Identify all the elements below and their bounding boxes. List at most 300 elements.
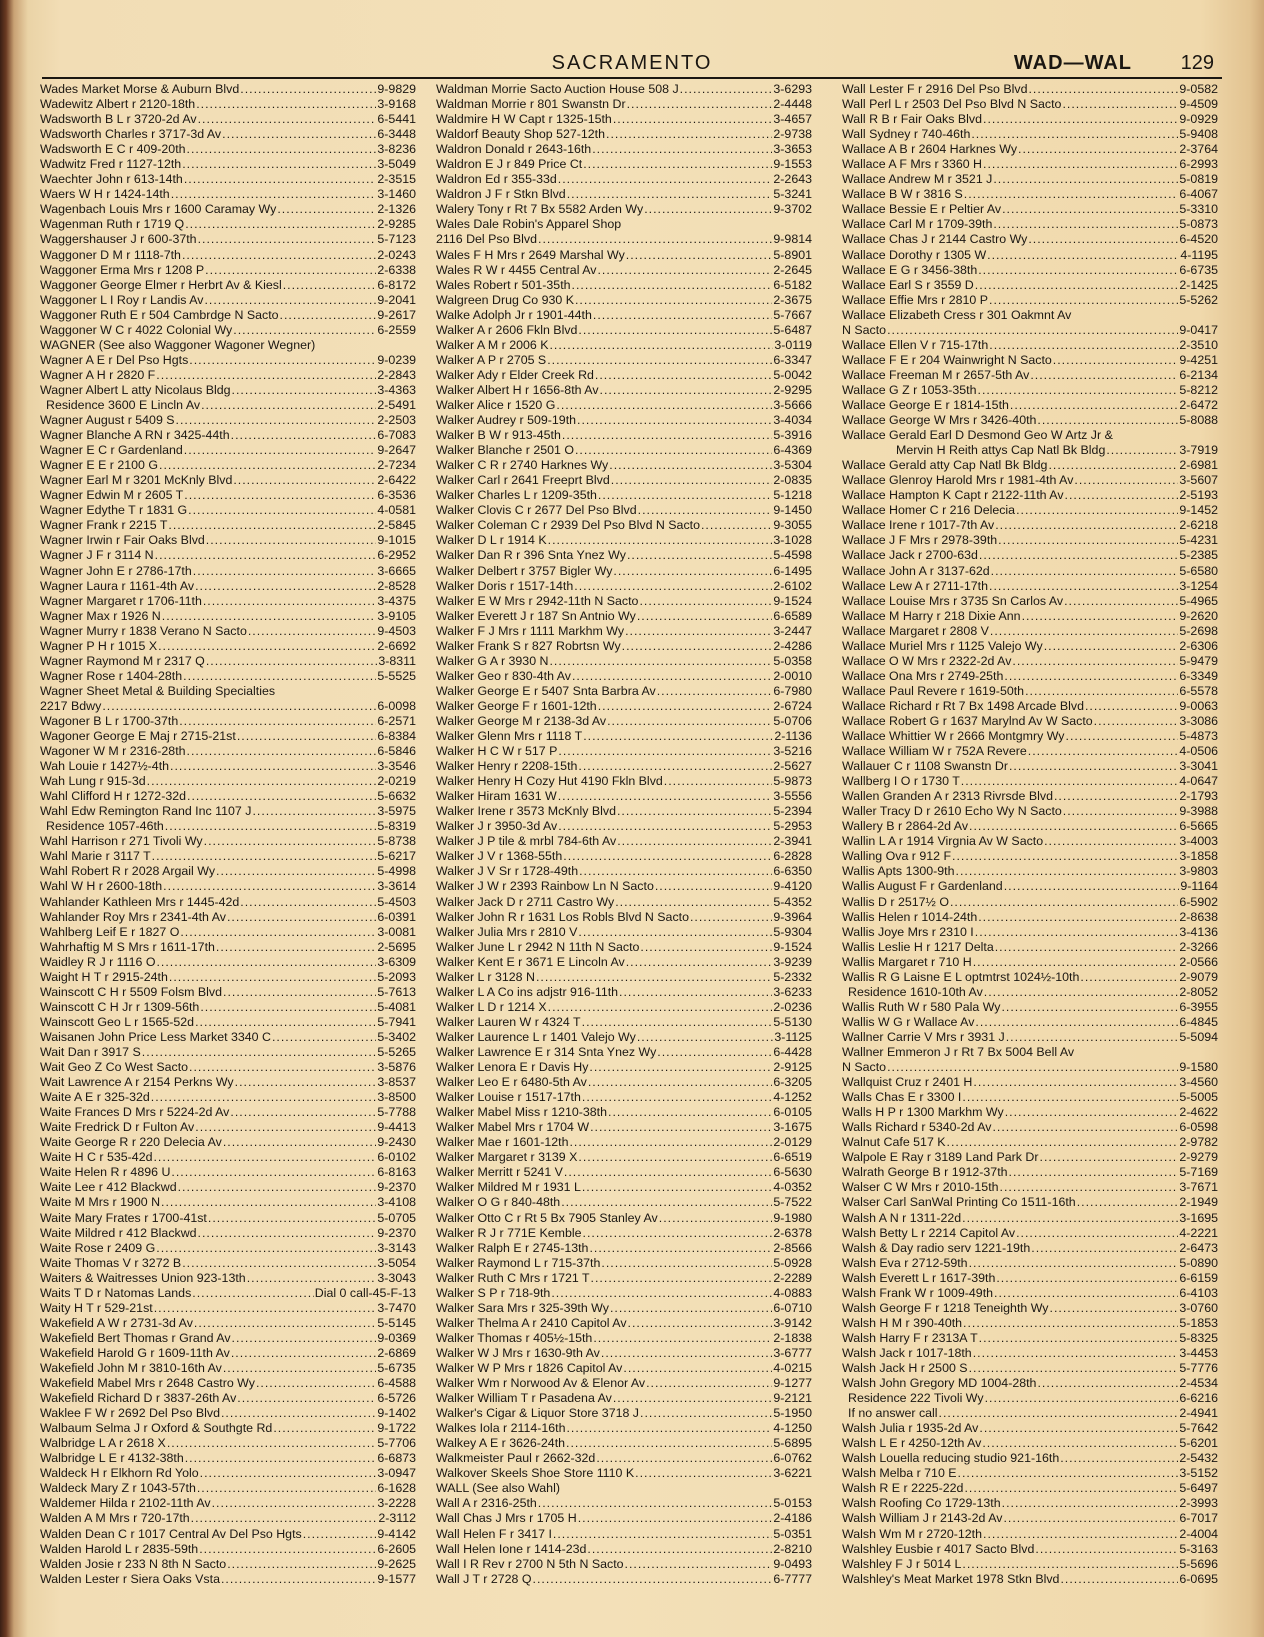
- listing-entry: [842, 473, 1218, 488]
- phone-number: 3-5556: [773, 789, 812, 804]
- phone-number: 2-5845: [377, 518, 416, 533]
- dot-leader: [613, 1391, 773, 1406]
- phone-number: 5-9304: [773, 924, 812, 939]
- listing-name: Walker Alice r 1520 G: [436, 397, 556, 412]
- listing-name: Walker H C W r 517 P: [436, 744, 558, 759]
- listing-name: Walker Audrey r 509-19th: [436, 413, 577, 428]
- listing-name: Walker W J Mrs r 1630-9th Av: [436, 1345, 600, 1360]
- phone-number: 3-9142: [773, 1315, 812, 1330]
- listing-entry: [40, 383, 416, 398]
- phone-number: 2-3266: [1179, 939, 1218, 954]
- listing-entry: [436, 1361, 812, 1376]
- phone-number: 6-0098: [377, 698, 416, 713]
- listing-name: Wagner Sheet Metal & Building Specialties: [40, 683, 276, 698]
- listing-name: Wallace Paul Revere r 1619-50th: [842, 683, 1025, 698]
- phone-number: 5-0873: [1179, 217, 1218, 232]
- listing-entry: [842, 202, 1218, 217]
- dot-leader: [1062, 97, 1178, 112]
- dot-leader: [1054, 789, 1178, 804]
- listing-entry: [842, 368, 1218, 383]
- listing-entry: [40, 293, 416, 308]
- listing-entry: [842, 1391, 1218, 1406]
- dot-leader: [303, 1527, 377, 1542]
- phone-number: 2-9738: [773, 127, 812, 142]
- listing-name: Walls H P r 1300 Markhm Wy: [842, 1105, 1004, 1120]
- phone-number: 9-3055: [773, 518, 812, 533]
- listing-entry: [842, 142, 1218, 157]
- phone-number: 6-5726: [377, 1391, 416, 1406]
- dot-leader: [952, 849, 1178, 864]
- listing-name: Walrath George B r 1912-37th: [842, 1165, 1008, 1180]
- dot-leader: [556, 398, 772, 413]
- dot-leader: [582, 1180, 773, 1195]
- dot-leader: [969, 819, 1178, 834]
- listing-entry: [436, 1241, 812, 1256]
- listing-entry: [842, 1481, 1218, 1496]
- listing-name: Walsh Frank W r 1009-49th: [842, 1285, 994, 1300]
- phone-number: 5-0042: [773, 367, 812, 382]
- listing-name: Walker Leo E r 6480-5th Av: [436, 1075, 587, 1090]
- listing-entry: [436, 699, 812, 714]
- listing-entry: [436, 1195, 812, 1210]
- listing-name: Walker Lawrence E r 314 Snta Ynez Wy: [436, 1045, 657, 1059]
- phone-number: 2-5432: [1179, 1451, 1218, 1466]
- listing-name: Wahl Marie r 3117 T: [40, 849, 151, 864]
- phone-number: 5-0705: [377, 1210, 416, 1225]
- phone-number: 3-6233: [773, 984, 812, 999]
- listing-name: Wagner August r 5409 S: [40, 413, 175, 428]
- listing-name: Wallace A B r 2604 Harknes Wy: [842, 142, 1018, 157]
- listing-name: Walker Mildred M r 1931 L: [436, 1180, 581, 1195]
- dot-leader: [984, 985, 1179, 1000]
- listing-entry: [436, 82, 812, 97]
- phone-number: 6-4067: [1179, 187, 1218, 202]
- phone-number: 5-6735: [377, 1360, 416, 1375]
- listing-name: Residence 1610-10th Av: [848, 984, 983, 999]
- dot-leader: [203, 594, 377, 609]
- listing-name: Wakefield John M r 3810-16th Av: [40, 1360, 222, 1375]
- listing-entry: [842, 1496, 1218, 1511]
- city-heading: SACRAMENTO: [551, 52, 713, 74]
- dot-leader: [152, 849, 377, 864]
- listing-name: Wallace Gerald Earl D Desmond Geo W Artz Jr &: [842, 428, 1113, 443]
- listing-entry: [436, 970, 812, 985]
- listing-entry: [40, 624, 416, 639]
- dot-leader: [273, 1421, 376, 1436]
- listing-name: Wallis Joye Mrs r 2310 I: [842, 924, 974, 939]
- listing-entry: [842, 518, 1218, 533]
- listing-name: Walker A P r 2705 S: [436, 352, 547, 367]
- listing-name: Wahl Clifford H r 1272-32d: [40, 789, 187, 804]
- listing-name: Wallen Granden A r 2313 Rivrsde Blvd: [842, 789, 1053, 804]
- listing-name: Wallace Freeman M r 2657-5th Av: [842, 367, 1030, 382]
- listing-entry: [436, 202, 812, 217]
- listing-entry: [436, 1135, 812, 1150]
- phone-number: 3-4034: [773, 413, 812, 428]
- listing-name: Wallis R G Laisne E L optmtrst 1024½-10th: [842, 969, 1080, 984]
- listing-name: Walls Richard r 5340-2d Av: [842, 1120, 992, 1135]
- phone-number: 6-7980: [773, 683, 812, 698]
- dot-leader: [549, 338, 773, 353]
- dot-leader: [609, 458, 772, 473]
- listing-entry: [436, 1180, 812, 1195]
- listing-name: Wales F H Mrs r 2649 Marshal Wy: [436, 247, 625, 262]
- phone-number: 2-1838: [773, 1330, 812, 1345]
- dot-leader: [280, 308, 377, 323]
- dot-leader: [231, 428, 377, 443]
- dot-leader: [1028, 232, 1178, 247]
- dot-leader: [1060, 1572, 1178, 1587]
- listing-name: Wallace F E r 204 Wainwright N Sacto: [842, 352, 1052, 367]
- phone-number: 2-9279: [1179, 1150, 1218, 1165]
- listing-name: Wallace Elizabeth Cress r 301 Oakmnt Av: [842, 307, 1072, 322]
- dot-leader: [1018, 142, 1178, 157]
- listing-entry: [436, 849, 812, 864]
- listing-name: Walsh John Gregory MD 1004-28th: [842, 1376, 1037, 1391]
- phone-number: 9-2430: [377, 1135, 416, 1150]
- dot-leader: [637, 609, 773, 624]
- dot-leader: [182, 1256, 376, 1271]
- dot-leader: [610, 1301, 772, 1316]
- listing-name: Walbaum Selma J r Oxford & Southgte Rd: [40, 1421, 273, 1436]
- listing-name: Walker Blanche r 2501 O: [436, 443, 574, 458]
- listing-name: Waite Mary Frates r 1700-41st: [40, 1210, 207, 1225]
- dot-leader: [611, 473, 773, 488]
- dot-leader: [193, 564, 377, 579]
- dot-leader: [947, 1135, 1179, 1150]
- listing-entry: [40, 895, 416, 910]
- listing-name: Walpole E Ray r 3189 Land Park Dr: [842, 1150, 1039, 1165]
- listing-entry: [40, 1451, 416, 1466]
- listing-entry: [40, 759, 416, 774]
- phone-number: 2-0835: [773, 473, 812, 488]
- phone-number: 4-1195: [1180, 247, 1218, 262]
- phone-number: 5-4081: [377, 999, 416, 1014]
- dot-leader: [597, 263, 772, 278]
- phone-number: Dial 0 call-45-F-13: [314, 1285, 416, 1300]
- listing-name: Wallace Hampton K Capt r 2122-11th Av: [842, 488, 1064, 503]
- phone-number: 2-8528: [377, 578, 416, 593]
- listing-name: Walshley's Meat Market 1978 Stkn Blvd: [842, 1571, 1060, 1586]
- listing-name: Wallace Glenroy Harold Mrs r 1981-4th Av: [842, 473, 1074, 488]
- phone-number: 3-3043: [377, 1270, 416, 1285]
- phone-number: 5-6487: [773, 322, 812, 337]
- listing-name: Waldmire H W Capt r 1325-15th: [436, 112, 612, 127]
- dot-leader: [588, 1075, 773, 1090]
- listing-name: Waldron J F r Stkn Blvd: [436, 187, 566, 202]
- listing-name: Walker Thelma A r 2410 Capitol Av: [436, 1315, 627, 1330]
- listing-name: Wagner A E r Del Pso Hgts: [40, 352, 189, 367]
- listing-name: Waldeck Mary Z r 1043-57th: [40, 1481, 196, 1496]
- phone-number: 9-0582: [1179, 82, 1218, 96]
- phone-number: 5-0351: [773, 1526, 812, 1541]
- dot-leader: [993, 172, 1178, 187]
- dot-leader: [989, 293, 1178, 308]
- dot-leader: [607, 714, 772, 729]
- phone-number: 3-3614: [377, 879, 416, 894]
- dot-leader: [574, 579, 772, 594]
- listing-entry: [436, 759, 812, 774]
- dot-leader: [575, 443, 772, 458]
- listing-name: Waite Helen R r 4896 U: [40, 1165, 171, 1180]
- listing-name: Walkover Skeels Shoe Store 1110 K: [436, 1466, 635, 1481]
- dot-leader: [961, 774, 1179, 789]
- listing-name: Walery Tony r Rt 7 Bx 5582 Arden Wy: [436, 202, 644, 217]
- listing-name: Walsh Betty L r 2214 Capitol Av: [842, 1225, 1016, 1240]
- listing-name: Walsh Everett L r 1617-39th: [842, 1270, 996, 1285]
- phone-number: 2-9079: [1179, 969, 1218, 984]
- phone-number: 2-6869: [377, 1345, 416, 1360]
- listing-name: Walkey A E r 3626-24th: [436, 1436, 566, 1451]
- dot-leader: [1004, 669, 1178, 684]
- phone-number: 2-9782: [1179, 1135, 1218, 1150]
- listing-entry: [40, 1316, 416, 1331]
- listing-name: Walker G A r 3930 N: [436, 653, 549, 668]
- phone-number: 5-7169: [1179, 1165, 1218, 1180]
- dot-leader: [151, 1090, 377, 1105]
- dot-leader: [615, 895, 772, 910]
- listing-entry: [436, 1045, 812, 1060]
- phone-number: 9-1164: [1180, 879, 1218, 894]
- dot-leader: [182, 157, 376, 172]
- listing-entry: [40, 338, 416, 353]
- phone-number: 3-8500: [377, 1090, 416, 1105]
- listing-name: Walker Thomas r 405½-15th: [436, 1330, 593, 1345]
- listing-name: Wagenbach Louis Mrs r 1600 Caramay Wy: [40, 202, 277, 217]
- dot-leader: [964, 1481, 1178, 1496]
- dot-leader: [558, 744, 772, 759]
- phone-number: 6-8163: [377, 1165, 416, 1180]
- listing-entry: [436, 428, 812, 443]
- listing-entry: [40, 127, 416, 142]
- dot-leader: [252, 804, 376, 819]
- listing-entry: [842, 1466, 1218, 1481]
- listing-entry: [842, 729, 1218, 744]
- listing-entry: [436, 940, 812, 955]
- phone-number: 6-2952: [377, 548, 416, 563]
- listing-name: Waldman Morrie Sacto Auction House 508 J: [436, 82, 679, 96]
- dot-leader: [216, 940, 376, 955]
- listing-name: Walker William T r Pasadena Av: [436, 1391, 612, 1406]
- listing-name: Walsh William J r 2143-2d Av: [842, 1511, 1003, 1526]
- listing-entry: [40, 1256, 416, 1271]
- listing-name: Walden A M Mrs r 720-17th: [40, 1511, 190, 1526]
- listing-name: Walls Chas E r 3300 I: [842, 1090, 962, 1105]
- dot-leader: [582, 1090, 773, 1105]
- phone-number: 3-1254: [1179, 578, 1218, 593]
- listing-entry: [40, 1150, 416, 1165]
- phone-number: 9-4120: [773, 879, 812, 894]
- dot-leader: [155, 548, 377, 563]
- listing-name: Wallis W G r Wallace Av: [842, 1014, 975, 1029]
- listing-name: Wahl Harrison r 271 Tivoli Wy: [40, 834, 203, 849]
- dot-leader: [593, 1331, 772, 1346]
- listing-name: Wagner Rose r 1404-28th: [40, 668, 183, 683]
- dot-leader: [142, 1045, 377, 1060]
- listing-entry: [436, 353, 812, 368]
- dot-leader: [1030, 368, 1178, 383]
- listing-entry: [436, 293, 812, 308]
- dot-leader: [690, 910, 772, 925]
- listing-entry: [40, 1361, 416, 1376]
- phone-number: 5-8088: [1179, 413, 1218, 428]
- phone-number: 9-1450: [773, 503, 812, 518]
- dot-leader: [579, 864, 772, 879]
- dot-leader: [204, 834, 377, 849]
- phone-number: 2-9295: [773, 382, 812, 397]
- listing-name: Wagner John E r 2786-17th: [40, 563, 192, 578]
- phone-number: 6-6873: [377, 1451, 416, 1466]
- dot-leader: [979, 548, 1179, 563]
- phone-number: 3-0081: [377, 924, 416, 939]
- dot-leader: [230, 1105, 376, 1120]
- phone-number: 5-6201: [1179, 1436, 1218, 1451]
- listing-entry: [40, 774, 416, 789]
- phone-number: 3-9239: [773, 954, 812, 969]
- dot-leader: [194, 1316, 377, 1331]
- listing-entry: [40, 729, 416, 744]
- phone-number: 2-5491: [377, 397, 416, 412]
- listing-entry: [436, 1226, 812, 1241]
- phone-number: 5-3402: [377, 1029, 416, 1044]
- listing-name: Wallery B r 2864-2d Av: [842, 819, 969, 834]
- phone-number: 5-8212: [1179, 382, 1218, 397]
- listing-name: Waggoner Ruth E r 504 Cambrdge N Sacto: [40, 307, 279, 322]
- dot-leader: [939, 1406, 1179, 1421]
- listing-entry: [40, 97, 416, 112]
- listing-entry: [40, 1015, 416, 1030]
- dot-leader: [1040, 1150, 1179, 1165]
- phone-number: 3-6221: [773, 1466, 812, 1481]
- listing-entry: [40, 1226, 416, 1241]
- listing-entry: [40, 443, 416, 458]
- listing-entry: [40, 1481, 416, 1496]
- phone-number: 2-0243: [377, 247, 416, 262]
- listing-entry: [842, 879, 1218, 894]
- listing-entry: [40, 1135, 416, 1150]
- listing-name: Waite H C r 535-42d: [40, 1150, 153, 1165]
- dot-leader: [975, 925, 1179, 940]
- listing-name: Wallner Carrie V Mrs r 3931 J: [842, 1029, 1005, 1044]
- phone-number: 3-7919: [1179, 443, 1218, 458]
- phone-number: 2-8566: [773, 1240, 812, 1255]
- listing-entry: [436, 1451, 812, 1466]
- listing-name: Waity H T r 529-21st: [40, 1300, 153, 1315]
- dot-leader: [1065, 488, 1179, 503]
- dot-leader: [983, 1527, 1178, 1542]
- phone-number: 6-3347: [773, 352, 812, 367]
- listing-name: Walker Wm r Norwood Av & Elenor Av: [436, 1376, 646, 1391]
- dot-leader: [1066, 729, 1179, 744]
- phone-number: 2-3510: [1179, 337, 1218, 352]
- dot-leader: [596, 1451, 772, 1466]
- listing-name: Walker Jack D r 2711 Castro Wy: [436, 894, 615, 909]
- listing-entry: [842, 232, 1218, 247]
- dot-leader: [619, 985, 772, 1000]
- dot-leader: [566, 1421, 772, 1436]
- dot-leader: [216, 864, 376, 879]
- listing-entry: [842, 895, 1218, 910]
- listing-name: Wallace Gerald atty Cap Natl Bk Bldg: [842, 458, 1048, 473]
- listing-entry: [40, 1572, 416, 1587]
- listing-entry: [842, 1211, 1218, 1226]
- listing-entry: [842, 1406, 1218, 1421]
- dot-leader: [538, 1496, 773, 1511]
- listing-name: Wallace George W Mrs r 3426-40th: [842, 413, 1037, 428]
- listing-entry: [436, 624, 812, 639]
- listing-entry: [40, 804, 416, 819]
- listing-name: Walker Doris r 1517-14th: [436, 578, 574, 593]
- listing-entry: [436, 548, 812, 563]
- listing-entry: [842, 172, 1218, 187]
- phone-number: 5-4998: [377, 864, 416, 879]
- dot-leader: [625, 1557, 773, 1572]
- listing-entry: [40, 202, 416, 217]
- listing-entry: [842, 819, 1218, 834]
- listing-name: Walker L r 3128 N: [436, 969, 535, 984]
- listing-name: Walker Albert H r 1656-8th Av: [436, 382, 599, 397]
- dot-leader: [664, 774, 773, 789]
- phone-number: 6-8384: [377, 729, 416, 744]
- listing-entry: [842, 714, 1218, 729]
- listing-name: Mervin H Reith attys Cap Natl Bk Bldg: [896, 443, 1106, 458]
- phone-number: 3-4003: [1179, 834, 1218, 849]
- dot-leader: [205, 263, 376, 278]
- dot-leader: [978, 910, 1178, 925]
- listing-entry: [842, 263, 1218, 278]
- dot-leader: [1006, 1030, 1179, 1045]
- phone-number: 6-3349: [1179, 668, 1218, 683]
- listing-entry: [436, 1511, 812, 1526]
- listing-entry: [436, 1436, 812, 1451]
- dot-leader: [1000, 1180, 1179, 1195]
- listing-entry: [40, 488, 416, 503]
- listing-name: Wall Lester F r 2916 Del Pso Blvd: [842, 82, 1028, 96]
- listing-entry: [40, 1301, 416, 1316]
- dot-leader: [1050, 1301, 1179, 1316]
- listing-name: Wadewitz Albert r 2120-18th: [40, 97, 196, 112]
- dot-leader: [600, 383, 773, 398]
- phone-number: 3-3143: [377, 1240, 416, 1255]
- listing-entry: [436, 925, 812, 940]
- listing-name: Walker's Cigar & Liquor Store 3718 J: [436, 1406, 639, 1421]
- listing-entry: [842, 910, 1218, 925]
- phone-number: 9-2617: [377, 307, 416, 322]
- listing-entry: [40, 1060, 416, 1075]
- listing-entry: [842, 1256, 1218, 1271]
- phone-number: 6-6216: [1179, 1391, 1218, 1406]
- listing-name: Walden Harold L r 2835-59th: [40, 1541, 199, 1556]
- listing-entry: [40, 413, 416, 428]
- listing-name: Walker George F r 1601-12th: [436, 698, 597, 713]
- dot-leader: [992, 1120, 1178, 1135]
- phone-number: 6-4588: [377, 1376, 416, 1391]
- dot-leader: [582, 1015, 773, 1030]
- dot-leader: [1028, 744, 1179, 759]
- dot-leader: [1035, 1542, 1178, 1557]
- phone-number: 9-2625: [377, 1556, 416, 1571]
- listing-name: Walker D L r 1914 K: [436, 533, 547, 548]
- phone-number: 5-2394: [773, 804, 812, 819]
- listing-name: Wallin L A r 1914 Virgnia Av W Sacto: [842, 834, 1044, 849]
- listing-name: Walsh A N r 1311-22d: [842, 1210, 962, 1225]
- listing-name: Walker Lenora E r Davis Hy: [436, 1060, 589, 1075]
- phone-number: 6-6519: [773, 1150, 812, 1165]
- listing-name: Wallace Robert G r 1637 Marylnd Av W Sacto: [842, 713, 1093, 728]
- phone-number: 5-6217: [377, 849, 416, 864]
- listing-entry: [40, 684, 416, 699]
- dot-leader: [198, 112, 377, 127]
